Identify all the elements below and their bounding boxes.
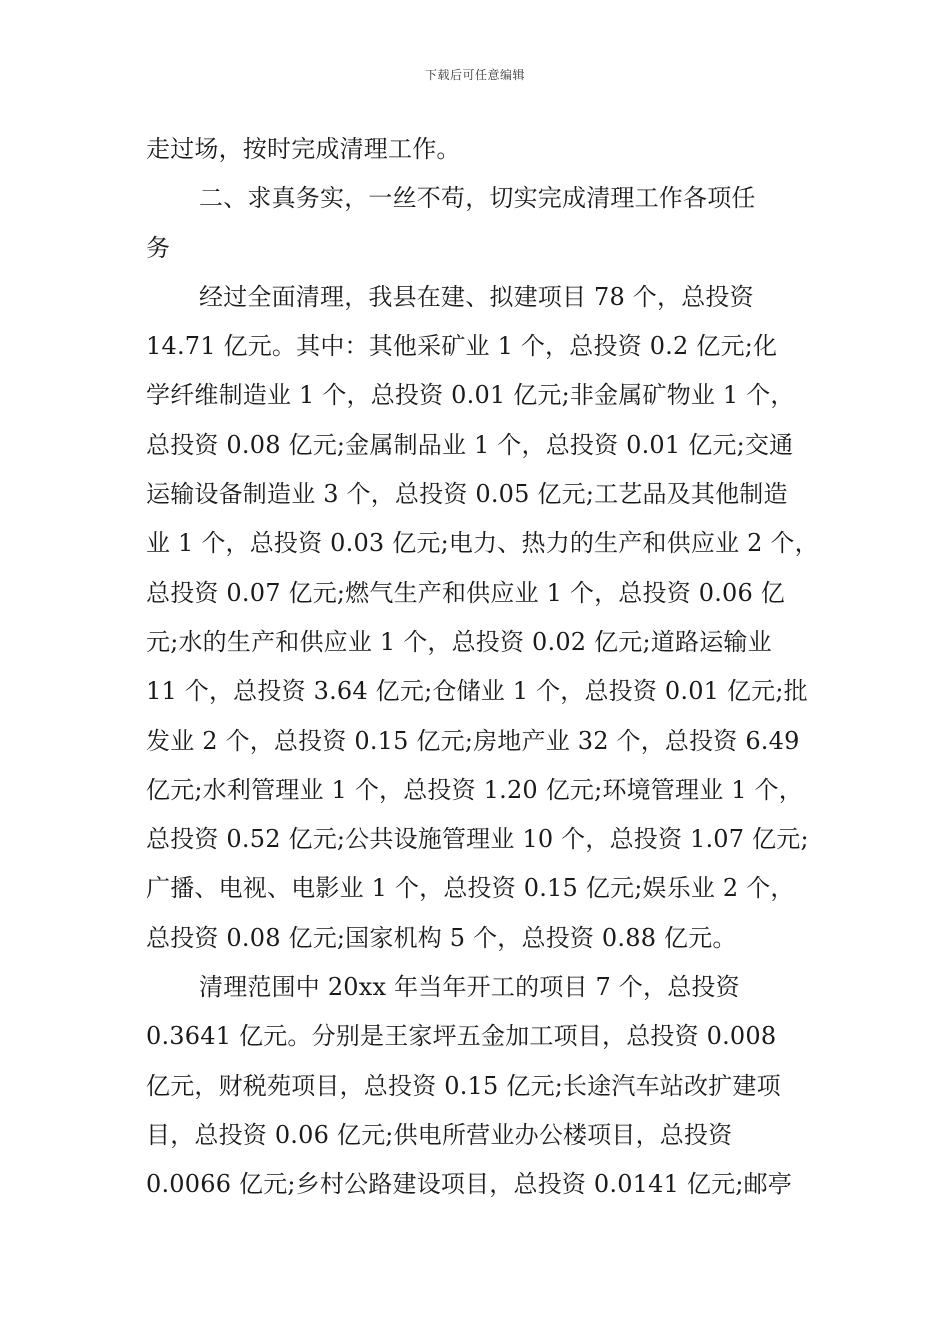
section-heading: 二、求真务实，一丝不苟，切实完成清理工作各项任 bbox=[199, 184, 756, 213]
text-line: 运输设备制造业 3 个，总投资 0.05 亿元;工艺品及其他制造 bbox=[146, 480, 788, 509]
text-line: 元;水的生产和供应业 1 个，总投资 0.02 亿元;道路运输业 bbox=[146, 627, 772, 656]
text-line: 学纤维制造业 1 个，总投资 0.01 亿元;非金属矿物业 1 个， bbox=[146, 381, 795, 410]
text-line: 目，总投资 0.06 亿元;供电所营业办公楼项目，总投资 bbox=[146, 1120, 733, 1149]
text-line: 广播、电视、电影业 1 个，总投资 0.15 亿元;娱乐业 2 个， bbox=[146, 874, 795, 903]
text-line: 总投资 0.08 亿元;金属制品业 1 个，总投资 0.01 亿元;交通 bbox=[146, 430, 794, 459]
section-heading-cont: 务 bbox=[146, 233, 171, 262]
text-line: 总投资 0.07 亿元;燃气生产和供应业 1 个，总投资 0.06 亿 bbox=[146, 578, 786, 607]
text-line: 业 1 个，总投资 0.03 亿元;电力、热力的生产和供应业 2 个， bbox=[146, 529, 819, 558]
document-body bbox=[146, 125, 819, 1210]
text-line: 0.3641 亿元。分别是王家坪五金加工项目，总投资 0.008 bbox=[146, 1022, 777, 1051]
paragraph-start: 清理范围中 20xx 年当年开工的项目 7 个，总投资 bbox=[199, 973, 740, 1002]
text-line: 走过场，按时完成清理工作。 bbox=[146, 135, 461, 163]
text-line: 11 个，总投资 3.64 亿元;仓储业 1 个，总投资 0.01 亿元;批 bbox=[146, 677, 808, 706]
text-line: 0.0066 亿元;乡村公路建设项目，总投资 0.0141 亿元;邮亭 bbox=[146, 1170, 793, 1199]
text-line: 总投资 0.52 亿元;公共设施管理业 10 个，总投资 1.07 亿元; bbox=[146, 825, 809, 854]
text-line: 14.71 亿元。其中：其他采矿业 1 个，总投资 0.2 亿元;化 bbox=[146, 332, 778, 361]
paragraph-start: 经过全面清理，我县在建、拟建项目 78 个，总投资 bbox=[199, 282, 754, 311]
text-line: 亿元，财税苑项目，总投资 0.15 亿元;长途汽车站改扩建项 bbox=[146, 1071, 781, 1100]
text-line: 发业 2 个，总投资 0.15 亿元;房地产业 32 个，总投资 6.49 bbox=[146, 726, 800, 755]
page-header: 下载后可任意编辑 bbox=[424, 68, 525, 82]
text-line: 总投资 0.08 亿元;国家机构 5 个，总投资 0.88 亿元。 bbox=[146, 923, 737, 952]
text-line: 亿元;水利管理业 1 个，总投资 1.20 亿元;环境管理业 1 个， bbox=[146, 775, 803, 804]
